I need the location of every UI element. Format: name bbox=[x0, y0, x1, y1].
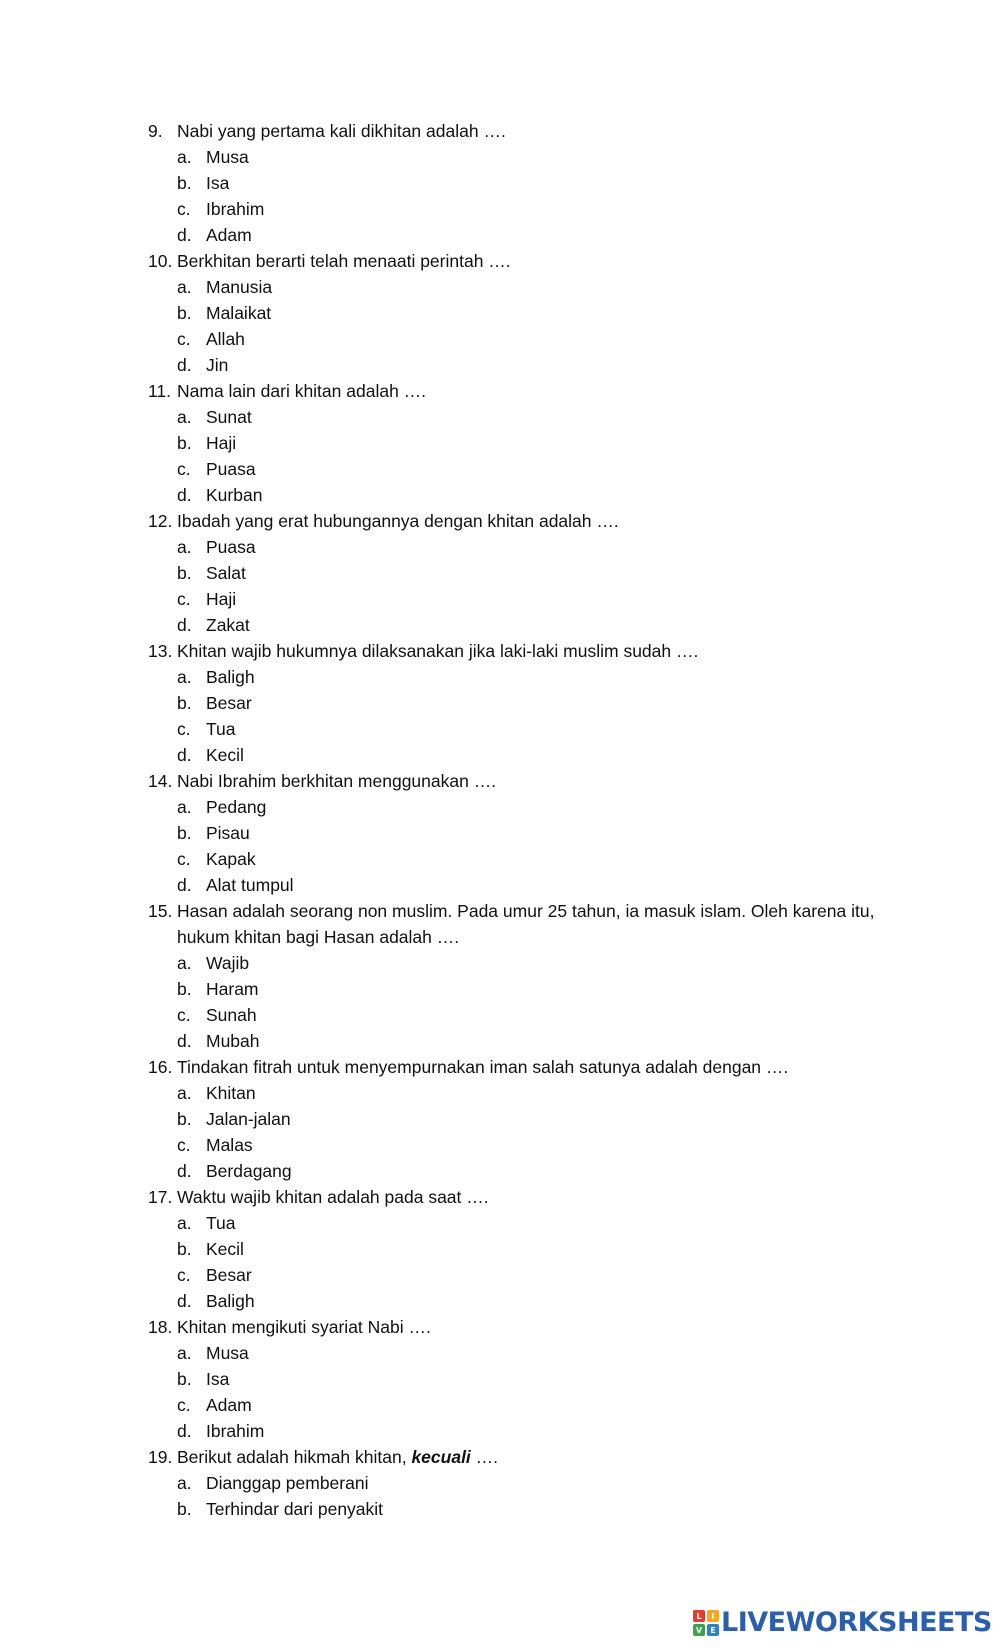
option-text: Haji bbox=[206, 589, 237, 609]
question-stem bbox=[148, 898, 908, 950]
answer-option[interactable] bbox=[148, 482, 908, 508]
option-letter: d. bbox=[177, 1421, 192, 1441]
answer-option[interactable] bbox=[148, 1158, 908, 1184]
question-number: 11. bbox=[148, 381, 172, 401]
question-number: 9. bbox=[148, 121, 163, 141]
question-text-emphasis: kecuali bbox=[411, 1447, 471, 1467]
answer-option[interactable] bbox=[148, 560, 908, 586]
question-item bbox=[148, 508, 908, 638]
option-text: Tua bbox=[206, 1213, 236, 1233]
answer-option[interactable] bbox=[148, 326, 908, 352]
option-letter: c. bbox=[177, 589, 191, 609]
answer-option[interactable] bbox=[148, 1028, 908, 1054]
question-number: 13. bbox=[148, 641, 173, 661]
option-text: Dianggap pemberani bbox=[206, 1473, 369, 1493]
option-letter: a. bbox=[177, 407, 192, 427]
option-text: Ibrahim bbox=[206, 1421, 265, 1441]
option-text: Sunah bbox=[206, 1005, 257, 1025]
answer-option[interactable] bbox=[148, 170, 908, 196]
answer-option[interactable] bbox=[148, 690, 908, 716]
answer-option[interactable] bbox=[148, 1210, 908, 1236]
option-letter: a. bbox=[177, 537, 192, 557]
answer-option[interactable] bbox=[148, 300, 908, 326]
answer-option[interactable] bbox=[148, 664, 908, 690]
question-stem bbox=[148, 1184, 908, 1210]
answer-option[interactable] bbox=[148, 222, 908, 248]
answer-option[interactable] bbox=[148, 612, 908, 638]
option-letter: a. bbox=[177, 1473, 192, 1493]
option-text: Haji bbox=[206, 433, 237, 453]
option-letter: b. bbox=[177, 1239, 192, 1259]
option-text: Alat tumpul bbox=[206, 875, 294, 895]
question-item bbox=[148, 1184, 908, 1314]
answer-option[interactable] bbox=[148, 1392, 908, 1418]
option-text: Terhindar dari penyakit bbox=[206, 1499, 384, 1519]
option-text: Kurban bbox=[206, 485, 263, 505]
answer-option[interactable] bbox=[148, 872, 908, 898]
option-letter: d. bbox=[177, 1161, 192, 1181]
answer-option[interactable] bbox=[148, 430, 908, 456]
answer-option[interactable] bbox=[148, 1106, 908, 1132]
option-letter: d. bbox=[177, 1031, 192, 1051]
answer-option[interactable] bbox=[148, 534, 908, 560]
answer-option[interactable] bbox=[148, 1002, 908, 1028]
option-letter: b. bbox=[177, 1109, 192, 1129]
question-item bbox=[148, 1444, 908, 1522]
option-text: Pedang bbox=[206, 797, 267, 817]
option-letter: a. bbox=[177, 1083, 192, 1103]
option-text: Haram bbox=[206, 979, 259, 999]
question-number: 14. bbox=[148, 771, 173, 791]
option-letter: a. bbox=[177, 797, 192, 817]
option-text: Khitan bbox=[206, 1083, 256, 1103]
option-text: Puasa bbox=[206, 459, 256, 479]
option-text: Malaikat bbox=[206, 303, 272, 323]
option-letter: b. bbox=[177, 433, 192, 453]
question-text: Ibadah yang erat hubungannya dengan khitan adalah …. bbox=[177, 511, 619, 531]
option-text: Manusia bbox=[206, 277, 273, 297]
option-letter: b. bbox=[177, 563, 192, 583]
option-letter: a. bbox=[177, 277, 192, 297]
option-text: Sunat bbox=[206, 407, 252, 427]
liveworksheets-mark-icon bbox=[693, 1610, 719, 1636]
option-letter: d. bbox=[177, 745, 192, 765]
answer-option[interactable] bbox=[148, 716, 908, 742]
question-number: 18. bbox=[148, 1317, 173, 1337]
option-letter: a. bbox=[177, 147, 192, 167]
option-letter: c. bbox=[177, 1395, 191, 1415]
option-letter: d. bbox=[177, 355, 192, 375]
answer-option[interactable] bbox=[148, 1470, 908, 1496]
option-text: Ibrahim bbox=[206, 199, 265, 219]
option-text: Musa bbox=[206, 1343, 249, 1363]
answer-option[interactable] bbox=[148, 586, 908, 612]
option-letter: a. bbox=[177, 953, 192, 973]
question-stem bbox=[148, 248, 908, 274]
question-number: 17. bbox=[148, 1187, 173, 1207]
answer-option[interactable] bbox=[148, 404, 908, 430]
answer-option[interactable] bbox=[148, 976, 908, 1002]
option-text: Besar bbox=[206, 1265, 252, 1285]
question-stem bbox=[148, 508, 908, 534]
logo-mark-letter: E bbox=[707, 1624, 719, 1636]
option-text: Jin bbox=[206, 355, 229, 375]
question-text: Nabi yang pertama kali dikhitan adalah …. bbox=[177, 121, 506, 141]
option-letter: c. bbox=[177, 329, 191, 349]
option-text: Kapak bbox=[206, 849, 256, 869]
option-letter: c. bbox=[177, 199, 191, 219]
option-text: Isa bbox=[206, 173, 230, 193]
logo-wordmark: LIVEWORKSHEETS bbox=[721, 1607, 992, 1638]
logo-mark-letter: L bbox=[693, 1610, 705, 1622]
option-text: Puasa bbox=[206, 537, 256, 557]
question-text: Tindakan fitrah untuk menyempurnakan iman salah satunya adalah dengan …. bbox=[177, 1057, 789, 1077]
answer-option[interactable] bbox=[148, 1262, 908, 1288]
question-item bbox=[148, 248, 908, 378]
question-item bbox=[148, 638, 908, 768]
answer-option[interactable] bbox=[148, 1418, 908, 1444]
question-stem bbox=[148, 768, 908, 794]
answer-option[interactable] bbox=[148, 820, 908, 846]
option-text: Wajib bbox=[206, 953, 250, 973]
option-text: Allah bbox=[206, 329, 245, 349]
answer-option[interactable] bbox=[148, 794, 908, 820]
question-item bbox=[148, 378, 908, 508]
question-stem bbox=[148, 1054, 908, 1080]
answer-option[interactable] bbox=[148, 1288, 908, 1314]
option-letter: b. bbox=[177, 823, 192, 843]
option-text: Baligh bbox=[206, 1291, 255, 1311]
question-stem bbox=[148, 118, 908, 144]
answer-option[interactable] bbox=[148, 1340, 908, 1366]
option-text: Baligh bbox=[206, 667, 255, 687]
question-number: 10. bbox=[148, 251, 173, 271]
question-number: 12. bbox=[148, 511, 173, 531]
option-text: Jalan-jalan bbox=[206, 1109, 291, 1129]
question-text-suffix: …. bbox=[470, 1447, 499, 1467]
option-text: Berdagang bbox=[206, 1161, 292, 1181]
option-letter: d. bbox=[177, 485, 192, 505]
option-text: Mubah bbox=[206, 1031, 260, 1051]
option-text: Isa bbox=[206, 1369, 230, 1389]
question-text: Waktu wajib khitan adalah pada saat …. bbox=[177, 1187, 489, 1207]
question-text: Khitan wajib hukumnya dilaksanakan jika laki-laki muslim sudah …. bbox=[177, 641, 699, 661]
option-text: Zakat bbox=[206, 615, 250, 635]
option-letter: b. bbox=[177, 173, 192, 193]
option-letter: a. bbox=[177, 1213, 192, 1233]
question-item bbox=[148, 898, 908, 1054]
option-letter: b. bbox=[177, 303, 192, 323]
option-letter: b. bbox=[177, 1369, 192, 1389]
option-letter: c. bbox=[177, 1265, 191, 1285]
question-stem bbox=[148, 378, 908, 404]
option-letter: b. bbox=[177, 693, 192, 713]
option-text: Tua bbox=[206, 719, 236, 739]
option-letter: b. bbox=[177, 1499, 192, 1519]
option-letter: a. bbox=[177, 667, 192, 687]
option-letter: d. bbox=[177, 615, 192, 635]
question-text: Berkhitan berarti telah menaati perintah …. bbox=[177, 251, 511, 271]
option-letter: c. bbox=[177, 849, 191, 869]
answer-option[interactable] bbox=[148, 742, 908, 768]
question-item bbox=[148, 1054, 908, 1184]
option-letter: c. bbox=[177, 459, 191, 479]
question-text-prefix: Berikut adalah hikmah khitan, bbox=[177, 1447, 412, 1467]
liveworksheets-logo bbox=[693, 1608, 992, 1638]
question-text: Hasan adalah seorang non muslim. Pada umur 25 tahun, ia masuk islam. Oleh karena itu, hukum khitan bagi Hasan adalah …. bbox=[177, 901, 875, 947]
question-number: 19. bbox=[148, 1447, 173, 1467]
logo-mark-letter: I bbox=[707, 1610, 719, 1622]
option-letter: b. bbox=[177, 979, 192, 999]
answer-option[interactable] bbox=[148, 352, 908, 378]
question-text: Nama lain dari khitan adalah …. bbox=[177, 381, 427, 401]
option-text: Besar bbox=[206, 693, 252, 713]
option-text: Adam bbox=[206, 225, 252, 245]
option-letter: d. bbox=[177, 1291, 192, 1311]
option-text: Salat bbox=[206, 563, 246, 583]
question-stem bbox=[148, 1444, 908, 1470]
option-text: Musa bbox=[206, 147, 249, 167]
answer-option[interactable] bbox=[148, 456, 908, 482]
question-item bbox=[148, 768, 908, 898]
answer-option[interactable] bbox=[148, 1236, 908, 1262]
question-text: Nabi Ibrahim berkhitan menggunakan …. bbox=[177, 771, 497, 791]
question-text bbox=[177, 1444, 908, 1470]
question-item bbox=[148, 118, 908, 248]
option-letter: c. bbox=[177, 719, 191, 739]
question-text: Khitan mengikuti syariat Nabi …. bbox=[177, 1317, 431, 1337]
question-number: 15. bbox=[148, 901, 173, 921]
question-stem bbox=[148, 1314, 908, 1340]
answer-option[interactable] bbox=[148, 144, 908, 170]
option-text: Kecil bbox=[206, 745, 244, 765]
answer-option[interactable] bbox=[148, 846, 908, 872]
question-stem bbox=[148, 638, 908, 664]
answer-option[interactable] bbox=[148, 196, 908, 222]
option-text: Pisau bbox=[206, 823, 250, 843]
answer-option[interactable] bbox=[148, 274, 908, 300]
option-letter: a. bbox=[177, 1343, 192, 1363]
option-letter: d. bbox=[177, 875, 192, 895]
option-letter: c. bbox=[177, 1135, 191, 1155]
option-text: Kecil bbox=[206, 1239, 244, 1259]
question-item bbox=[148, 1314, 908, 1444]
option-text: Adam bbox=[206, 1395, 252, 1415]
option-letter: d. bbox=[177, 225, 192, 245]
question-number: 16. bbox=[148, 1057, 173, 1077]
answer-option[interactable] bbox=[148, 1080, 908, 1106]
worksheet bbox=[148, 118, 908, 1522]
answer-option[interactable] bbox=[148, 1132, 908, 1158]
answer-option[interactable] bbox=[148, 1496, 908, 1522]
logo-mark-letter: V bbox=[693, 1624, 705, 1636]
option-text: Malas bbox=[206, 1135, 253, 1155]
answer-option[interactable] bbox=[148, 950, 908, 976]
answer-option[interactable] bbox=[148, 1366, 908, 1392]
option-letter: c. bbox=[177, 1005, 191, 1025]
